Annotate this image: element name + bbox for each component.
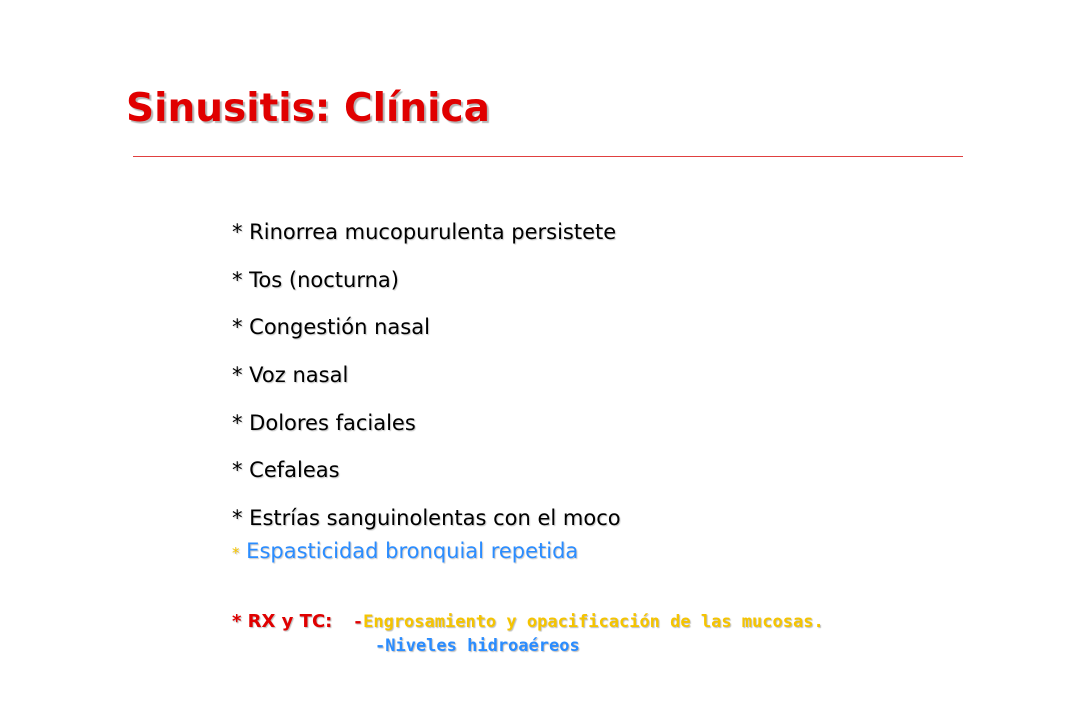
title-divider [133,156,963,157]
imaging-findings [232,611,824,632]
symptom-item: * Congestión nasal [232,315,430,339]
imaging-label: * RX y TC: [232,611,333,632]
symptom-item: * Rinorrea mucopurulenta persistete [232,220,617,244]
imaging-dash: - [352,612,364,632]
symptom-item: * Voz nasal [232,363,349,387]
symptom-item: * Tos (nocturna) [232,268,399,292]
highlight-symptom-item [232,539,578,563]
symptom-item: * Estrías sanguinolentas con el moco [232,506,621,530]
highlight-text: Espasticidad bronquial repetida [239,539,579,563]
slide-title: Sinusitis: Clínica [126,86,490,131]
symptom-item: * Cefaleas [232,458,340,482]
imaging-finding-thickening: Engrosamiento y opacificación de las mucosas. [363,612,824,632]
highlight-bullet: * [232,544,240,562]
symptom-item: * Dolores faciales [232,411,416,435]
imaging-finding-air-fluid: -Niveles hidroaéreos [375,636,580,656]
